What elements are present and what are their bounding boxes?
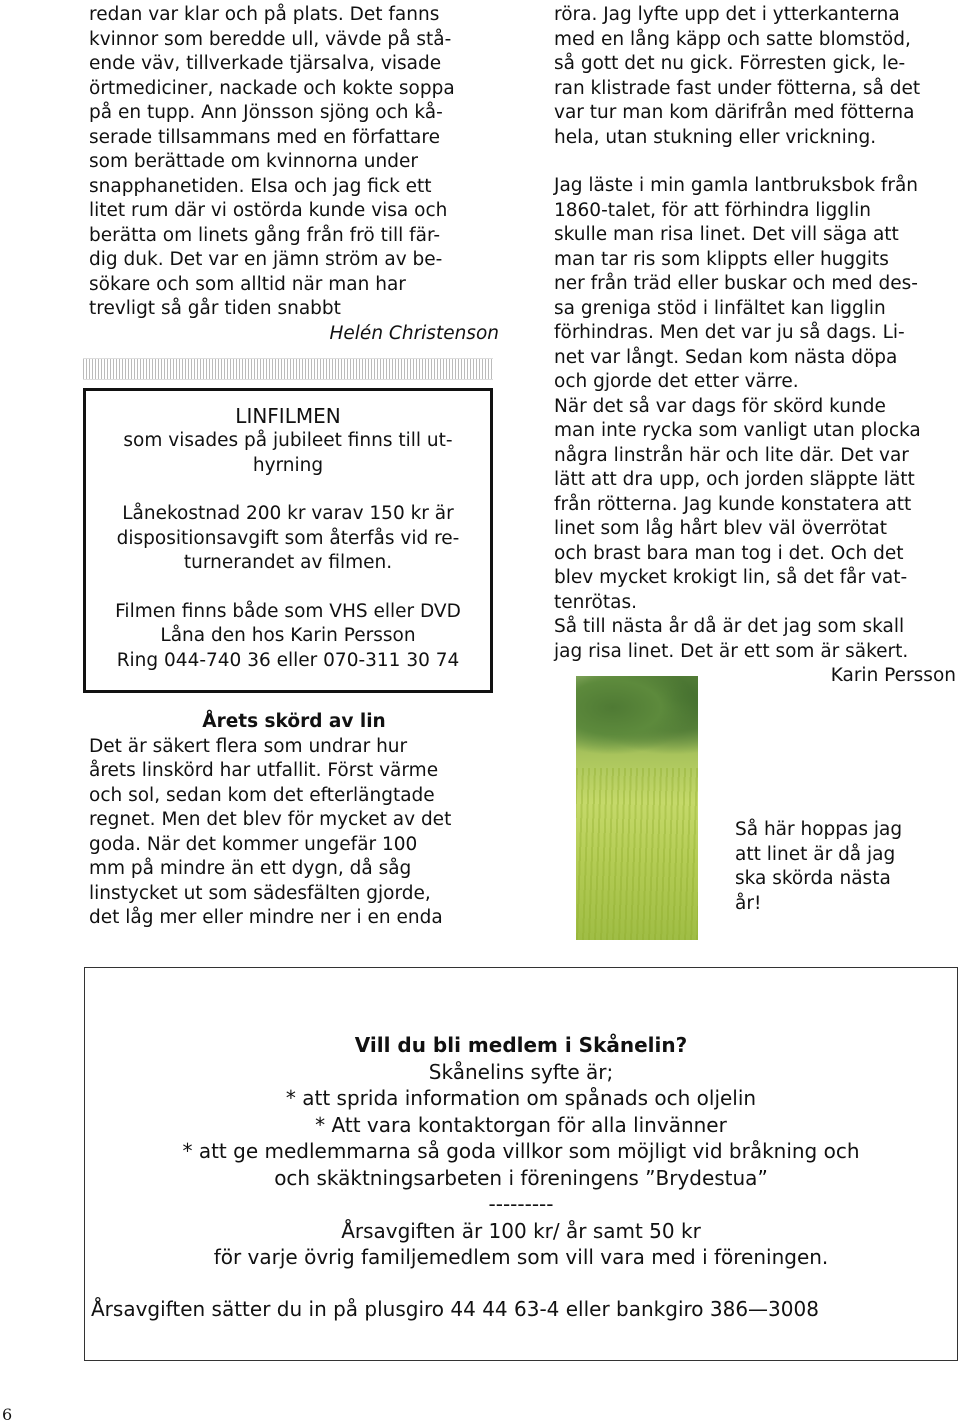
text-line: linstycket ut som sädesfälten gjorde, [89,882,431,904]
text-line: goda. När det kommer ungefär 100 [89,833,418,855]
text-line: var tur man kom därifrån med fötterna [554,102,915,123]
text-line: linet som låg hårt blev väl överrötat [554,518,887,539]
text-line: förhindras. Men det var ju så dags. Li- [554,322,905,343]
film-box-text: hyrning [252,454,324,476]
text-line: årets linskörd har utfallit. Först värme [89,760,439,781]
text-line: örtmediciner, nackade och kokte soppa [89,77,455,99]
text-line: ende väv, tillverkade tjärsalva, visade [89,53,442,74]
text-line: man tar ris som klippts eller huggits [554,248,889,270]
text-line: lätt att dra upp, och jorden släppte lätt [554,469,915,490]
text-line: litet rum där vi ostörda kunde visa och [89,200,448,221]
caption-line: ska skörda nästa [735,868,891,889]
text-line: Så till nästa år då är det jag som skall [554,616,905,637]
film-box-title: LINFILMEN [235,404,341,428]
text-line: berätta om linets gång från frö till fär- [89,224,441,246]
film-rental-box [83,388,493,693]
signature-persson: Karin Persson [830,665,956,686]
text-line: jag risa linet. Det är ett som är säkert. [554,640,909,662]
text-line: kvinnor som beredde ull, vävde på stå- [89,28,452,50]
text-line: snapphanetiden. Elsa och jag fick ett [89,175,432,197]
text-line: Det är säkert flera som undrar hur [89,735,408,757]
text-line: sökare och som alltid när man har [89,273,406,295]
decorative-divider [83,358,493,380]
text-line: och sol, sedan kom det efterlängtade [89,784,435,806]
caption-line: Så här hoppas jag [735,819,903,840]
text-line: serade tillsammans med en författare [89,126,440,148]
signature-christenson: Helén Christenson [329,322,499,344]
right-article-column [554,3,956,689]
text-line: 1860-talet, för att förhindra ligglin [554,199,871,221]
text-line: man inte rycka som vanligt utan plocka [554,420,921,441]
membership-line: * att sprida information om spånads och oljelin [285,1086,757,1110]
photo-trees [576,676,698,755]
text-line: dig duk. Det var en jämn ström av be- [89,249,443,270]
harvest-heading: Årets skörd av lin [202,711,386,732]
membership-line: --------- [488,1192,554,1216]
film-box-cost: dispositionsavgift som återfås vid re- [116,527,460,549]
text-line: det låg mer eller mindre ner i en enda [89,907,443,928]
membership-heading: Vill du bli medlem i Skånelin? [354,1033,688,1057]
film-box-cost: Lånekostnad 200 kr varav 150 kr är [122,503,454,524]
film-box-cost: turnerandet av filmen. [183,552,393,573]
membership-line: och skäktningsarbeten i föreningens ”Brydestua” [274,1165,768,1190]
text-line: så gott det nu gick. Förresten gick, le- [554,53,906,74]
membership-line: Skånelins syfte är; [428,1059,614,1084]
text-line: regnet. Men det blev för mycket av det [89,809,452,830]
text-line: Jag läste i min gamla lantbruksbok från [554,175,919,196]
harvest-article [89,710,499,931]
text-line: med en lång käpp och satte blomstöd, [554,28,911,50]
text-line: och brast bara man tog i det. Och det [554,542,904,564]
film-box-phone: Ring 044-740 36 eller 070-311 30 74 [116,649,460,671]
membership-box [84,967,958,1361]
text-line: skulle man risa linet. Det vill säga att [554,224,899,245]
text-line: redan var klar och på plats. Det fanns [89,4,440,25]
membership-payment: Årsavgiften sätter du in på plusgiro 44 44 63-4 eller bankgiro 386—3008 [91,1296,819,1321]
text-line: från rötterna. Jag kunde konstatera att [554,493,912,515]
text-line: ner från träd eller buskar och med des- [554,273,918,294]
text-line: net var långt. Sedan kom nästa döpa [554,346,898,368]
caption-line: att linet är då jag [735,843,896,865]
membership-line: * Att vara kontaktorgan för alla linvänner [315,1112,727,1137]
flax-field-photo [576,676,698,940]
text-line: några linstrån här och lite där. Det var [554,444,909,466]
film-box-format: Filmen finns både som VHS eller DVD [115,600,461,622]
text-line: mm på mindre än ett dygn, då såg [89,858,412,879]
text-line: och gjorde det etter värre. [554,371,799,392]
film-box-text: som visades på jubileet finns till ut- [123,430,453,451]
text-line: på en tupp. Ann Jönsson sjöng och kå- [89,102,443,123]
caption-line: år! [735,892,762,914]
text-line: blev mycket krokigt lin, så det får vat- [554,567,908,588]
photo-caption [735,818,955,916]
photo-flax-stems [576,768,698,940]
membership-line: * att ge medlemmarna så goda villkor som möjligt vid bråkning och [182,1139,860,1163]
text-line: sa greniga stöd i linfältet kan ligglin [554,297,886,319]
text-line: tenrötas. [554,591,637,613]
left-article-continuation [89,3,499,346]
membership-line: Årsavgiften är 100 kr/ år samt 50 kr [341,1218,701,1243]
page-number: 6 [2,1405,13,1424]
text-line: röra. Jag lyfte upp det i ytterkanterna [554,4,900,25]
text-line: När det så var dags för skörd kunde [554,395,886,417]
text-line: ran klistrade fast under fötterna, så det [554,77,921,99]
text-line: trevligt så går tiden snabbt [89,298,341,319]
membership-line: för varje övrig familjemedlem som vill vara med i föreningen. [213,1245,829,1269]
text-line: som berättade om kvinnorna under [89,151,418,172]
film-box-contact: Låna den hos Karin Persson [160,625,416,646]
text-line: hela, utan stukning eller vrickning. [554,126,877,148]
